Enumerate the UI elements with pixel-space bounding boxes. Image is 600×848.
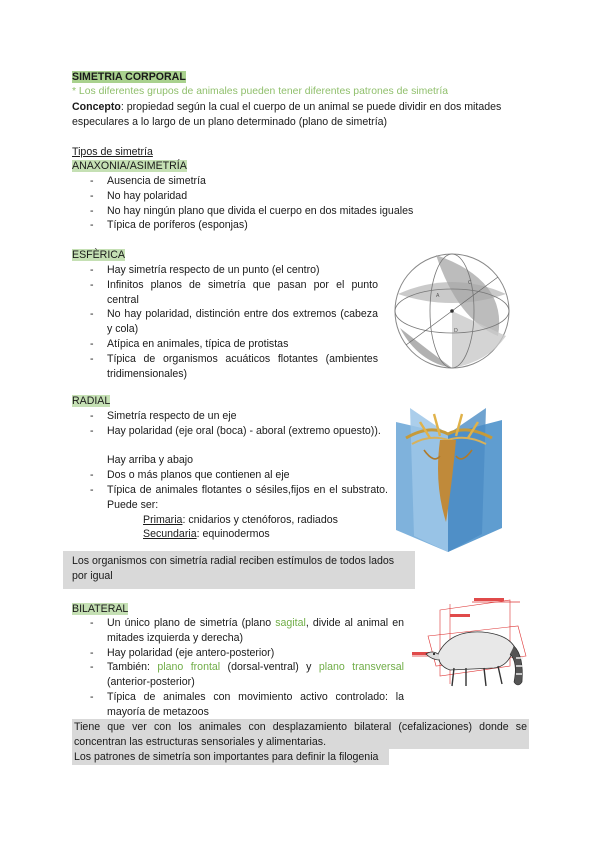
- spherical-symmetry-figure: [388, 250, 516, 372]
- list-item: - No hay ningún plano que divida el cuerpo en dos mitades iguales: [72, 204, 492, 219]
- anaxonia-heading-wrapper: [72, 159, 187, 174]
- secundaria-text: : equinodermos: [196, 528, 270, 540]
- list-item: - Hay polaridad (eje oral (boca) - aboral (extremo opuesto)).: [72, 424, 388, 439]
- concepto-label: Concepto: [72, 101, 121, 113]
- concepto-paragraph: [72, 100, 532, 130]
- esferica-heading-wrapper: [72, 248, 125, 263]
- svg-text:D: D: [454, 328, 458, 334]
- frontal-term: plano frontal: [157, 661, 221, 674]
- bilateral-heading-wrapper: [72, 602, 128, 617]
- bilateral-item1-a: Un único plano de simetría (plano: [107, 617, 276, 629]
- list-item: - Atípica en animales, típica de protistas: [72, 337, 378, 352]
- list-item: - Hay polaridad (eje antero-posterior): [72, 646, 404, 661]
- concepto-text: : propiedad según la cual el cuerpo de un animal se puede dividir en dos mitades especulares a lo largo de un plano determinado (plano de simetría): [72, 101, 502, 128]
- subtitle: * Los diferentes grupos de animales pueden tener diferentes patrones de simetría: [72, 86, 449, 97]
- bilateral-list: [72, 616, 404, 720]
- list-item: - Típica de animales con movimiento activo controlado: la mayoría de metazoos: [72, 690, 404, 720]
- radial-note-text: Los organismos con simetría radial reciben estímulos de todos lados por igual: [72, 555, 395, 582]
- list-item: - No hay polaridad: [72, 189, 492, 204]
- list-item: - No hay polaridad, distinción entre dos extremos (cabeza y cola): [72, 307, 378, 337]
- radial-note-box: [63, 551, 415, 589]
- bilateral-note-box: [72, 719, 529, 749]
- radial-list-2: [72, 468, 388, 512]
- bilateral-item1-b: , divide al animal en mitades izquierda y derecha): [107, 617, 404, 644]
- bilateral-item3-c: (anterior-posterior): [107, 676, 195, 689]
- bilateral-item3-b: (dorsal-ventral) y: [220, 661, 319, 674]
- anaxonia-list: [72, 174, 492, 233]
- list-item: [72, 616, 404, 646]
- list-item: [72, 660, 404, 690]
- list-item: - Típica de animales flotantes o sésiles,fijos en el substrato. Puede ser:: [72, 483, 388, 513]
- bilateral-note-text: Tiene que ver con los animales con desplazamiento bilateral (cefalizaciones) donde se concentran las estructuras sensoriales y alimentarias.: [74, 721, 527, 748]
- radial-list: [72, 409, 388, 439]
- radial-symmetry-figure: [390, 404, 508, 554]
- secundaria-line: [143, 527, 270, 542]
- radial-extra-line: Hay arriba y abajo: [107, 454, 193, 466]
- primaria-line: [143, 513, 338, 528]
- bilateral-item3-a: También:: [107, 661, 158, 674]
- radial-heading: RADIAL: [72, 395, 111, 407]
- bilateral-symmetry-figure: [410, 596, 528, 696]
- svg-text:C: C: [468, 280, 472, 286]
- primaria-text: : cnidarios y ctenóforos, radiados: [182, 514, 338, 526]
- bilateral-heading: BILATERAL: [72, 603, 129, 615]
- esferica-heading: ESFÈRICA: [72, 249, 125, 261]
- bilateral-note-text-2: Los patrones de simetría son importantes para definir la filogenia: [74, 751, 379, 763]
- list-item: - Dos o más planos que contienen al eje: [72, 468, 388, 483]
- page-title: SIMETRIA CORPORAL: [72, 71, 186, 83]
- tipos-heading: Tipos de simetría: [72, 146, 153, 158]
- radial-heading-wrapper: [72, 394, 110, 409]
- list-item: - Ausencia de simetría: [72, 174, 492, 189]
- secundaria-label: Secundaria: [143, 528, 197, 540]
- svg-text:A: A: [436, 293, 440, 299]
- primaria-label: Primaria: [143, 514, 183, 526]
- title-wrapper: [72, 70, 186, 85]
- bilateral-note-box-2: [72, 749, 389, 765]
- anaxonia-heading: ANAXONIA/ASIMETRÍA: [72, 160, 187, 172]
- transversal-term: plano transversal: [318, 661, 404, 674]
- esferica-list: [72, 263, 378, 381]
- list-item: - Simetría respecto de un eje: [72, 409, 388, 424]
- list-item: - Infinitos planos de simetría que pasan por el punto central: [72, 278, 378, 308]
- list-item: - Hay simetría respecto de un punto (el centro): [72, 263, 378, 278]
- sagital-term: sagital: [275, 617, 306, 629]
- list-item: - Típica de organismos acuáticos flotantes (ambientes tridimensionales): [72, 352, 378, 382]
- list-item: - Típica de poríferos (esponjas): [72, 218, 492, 233]
